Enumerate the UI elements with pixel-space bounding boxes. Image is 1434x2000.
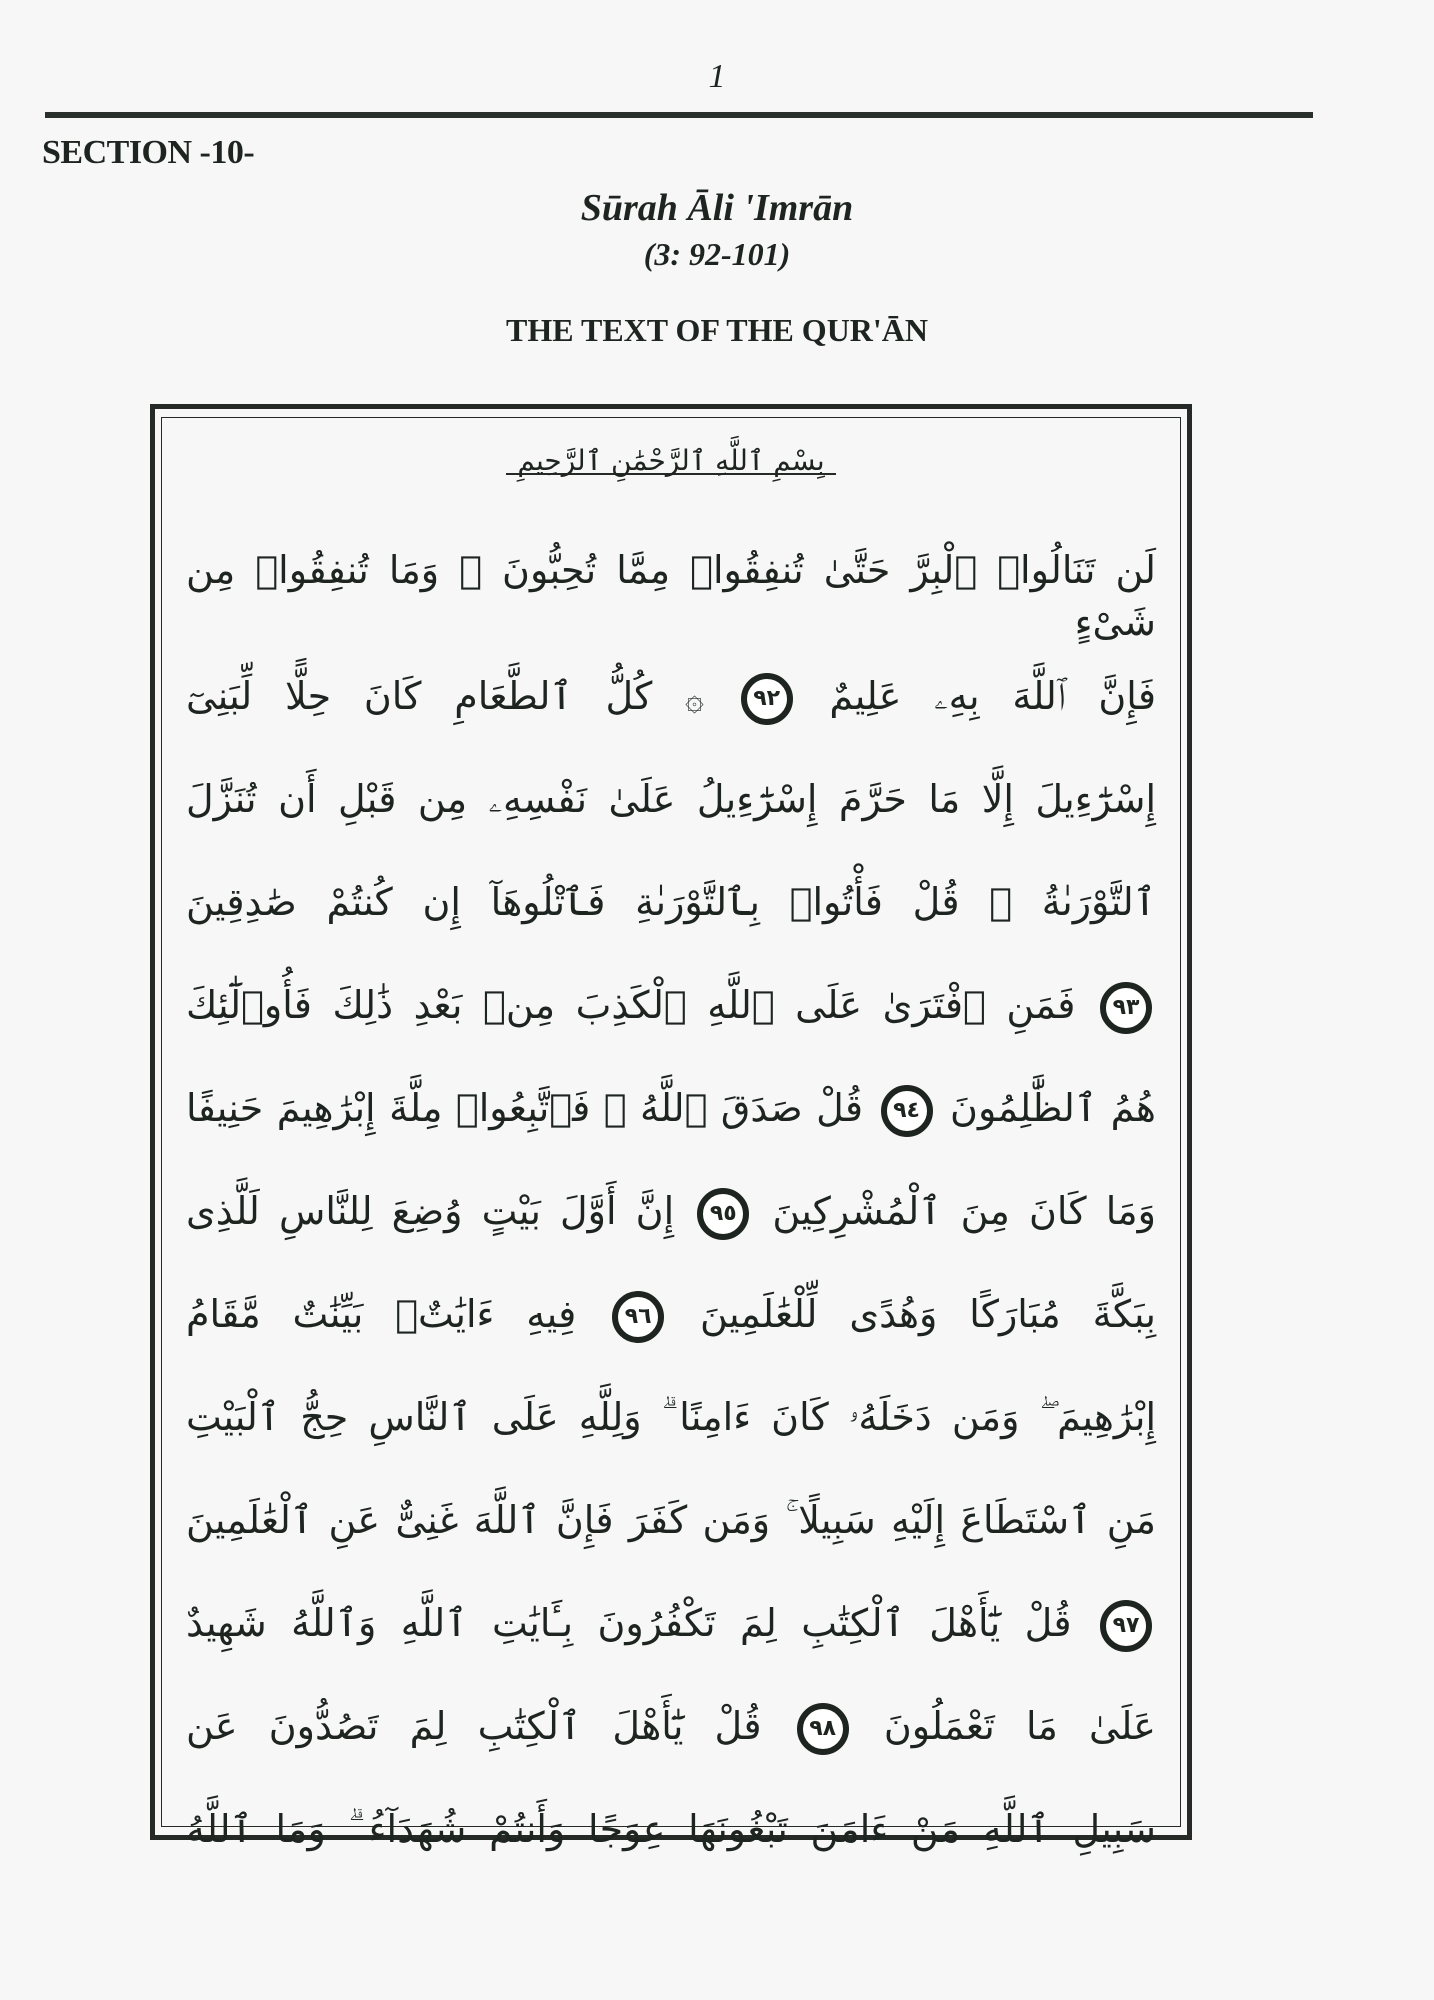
page-number: 1 — [708, 58, 726, 95]
arabic-text: قُلْ يَٰٓأَهْلَ ٱلْكِتَٰبِ لِمَ تَصُدُّونَ عَن — [186, 1704, 762, 1748]
arabic-text: عَلَىٰ مَا تَعْمَلُونَ — [883, 1704, 1156, 1748]
arabic-text: وَمَا كَانَ مِنَ ٱلْمُشْرِكِينَ — [772, 1189, 1156, 1233]
quran-line — [186, 1060, 1156, 1163]
quran-line — [186, 751, 1156, 854]
verse-end-marker: ٩٧ — [1100, 1600, 1152, 1652]
bismillah: بِسْمِ ٱللَّهِ ٱلرَّحْمَٰنِ ٱلرَّحِيمِ — [162, 444, 1180, 475]
arabic-text: بِبَكَّةَ مُبَارَكًا وَهُدًى لِّلْعَٰلَمِينَ — [700, 1292, 1156, 1336]
arabic-text: هُمُ ٱلظَّٰلِمُونَ — [950, 1086, 1156, 1130]
arabic-text: فَإِنَّ ٱللَّهَ بِهِۦ عَلِيمٌ — [829, 674, 1156, 718]
quran-line — [186, 854, 1156, 957]
verse-end-marker: ٩٢ — [741, 673, 793, 725]
quran-line — [186, 1369, 1156, 1472]
quran-line — [186, 1781, 1156, 1884]
arabic-text: كُلُّ ٱلطَّعَامِ كَانَ حِلًّا لِّبَنِىٓ — [186, 674, 653, 718]
arabic-text: قُلْ يَٰٓأَهْلَ ٱلْكِتَٰبِ لِمَ تَكْفُرُونَ بِـَٔايَٰتِ ٱللَّهِ وَٱللَّهُ شَهِيدٌ — [186, 1601, 1072, 1645]
arabic-text: إِسْرَٰٓءِيلَ إِلَّا مَا حَرَّمَ إِسْرَٰٓءِيلُ عَلَىٰ نَفْسِهِۦ مِن قَبْلِ أَن تُنَزَّلَ — [186, 777, 1156, 821]
verse-end-marker: ٩٦ — [612, 1291, 664, 1343]
quran-lines — [186, 522, 1156, 1884]
arabic-text: فَمَنِ ٱفْتَرَىٰ عَلَى ٱللَّهِ ٱلْكَذِبَ مِنۢ بَعْدِ ذَٰلِكَ فَأُو۟لَٰٓئِكَ — [186, 983, 1076, 1027]
arabic-text: إِنَّ أَوَّلَ بَيْتٍ وُضِعَ لِلنَّاسِ لَلَّذِى — [186, 1189, 675, 1233]
page-heading: THE TEXT OF THE QUR'ĀN — [505, 312, 929, 348]
quran-line — [186, 1472, 1156, 1575]
quran-line — [186, 1266, 1156, 1369]
section-label: SECTION -10- — [42, 134, 255, 171]
verse-end-marker: ٩٥ — [697, 1188, 749, 1240]
surah-title: Sūrah Āli 'Imrān — [580, 187, 854, 229]
inner-border — [161, 417, 1181, 1851]
quran-line — [186, 957, 1156, 1060]
quran-line — [186, 522, 1156, 648]
arabic-text: إِبْرَٰهِيمَ ۖ وَمَن دَخَلَهُۥ كَانَ ءَامِنًا ۗ وَلِلَّهِ عَلَى ٱلنَّاسِ حِجُّ ٱلْبَيْتِ — [186, 1395, 1156, 1439]
quran-line — [186, 1575, 1156, 1678]
hizb-star-icon: ۞ — [685, 679, 704, 718]
arabic-text: قُلْ صَدَقَ ٱللَّهُ ۗ فَٱتَّبِعُوا۟ مِلَّةَ إِبْرَٰهِيمَ حَنِيفًا — [186, 1086, 864, 1130]
arabic-text: فِيهِ ءَايَٰتٌۢ بَيِّنَٰتٌ مَّقَامُ — [186, 1292, 577, 1336]
arabic-text: ٱلتَّوْرَىٰةُ ۗ قُلْ فَأْتُوا۟ بِٱلتَّوْرَىٰةِ فَٱتْلُوهَآ إِن كُنتُمْ صَٰدِقِينَ — [186, 880, 1156, 924]
verse-reference: (3: 92-101) — [643, 236, 791, 272]
verse-end-marker: ٩٤ — [881, 1085, 933, 1137]
quran-line — [186, 1163, 1156, 1266]
verse-end-marker: ٩٣ — [1100, 982, 1152, 1034]
header-rule — [45, 112, 1313, 118]
arabic-text: مَنِ ٱسْتَطَاعَ إِلَيْهِ سَبِيلًا ۚ وَمَن كَفَرَ فَإِنَّ ٱللَّهَ غَنِىٌّ عَنِ ٱلْعَٰلَمِينَ — [186, 1498, 1156, 1542]
verse-end-marker: ٩٨ — [797, 1703, 849, 1755]
quran-line — [186, 648, 1156, 751]
arabic-text: سَبِيلِ ٱللَّهِ مَنْ ءَامَنَ تَبْغُونَهَا عِوَجًا وَأَنتُمْ شُهَدَآءُ ۗ وَمَا ٱللَّهُ — [186, 1807, 1156, 1851]
quran-line — [186, 1678, 1156, 1781]
arabic-text: لَن تَنَالُوا۟ ٱلْبِرَّ حَتَّىٰ تُنفِقُوا۟ مِمَّا تُحِبُّونَ ۚ وَمَا تُنفِقُوا۟ مِن شَىْءٍ — [186, 548, 1156, 644]
quran-text-frame — [150, 404, 1192, 1851]
